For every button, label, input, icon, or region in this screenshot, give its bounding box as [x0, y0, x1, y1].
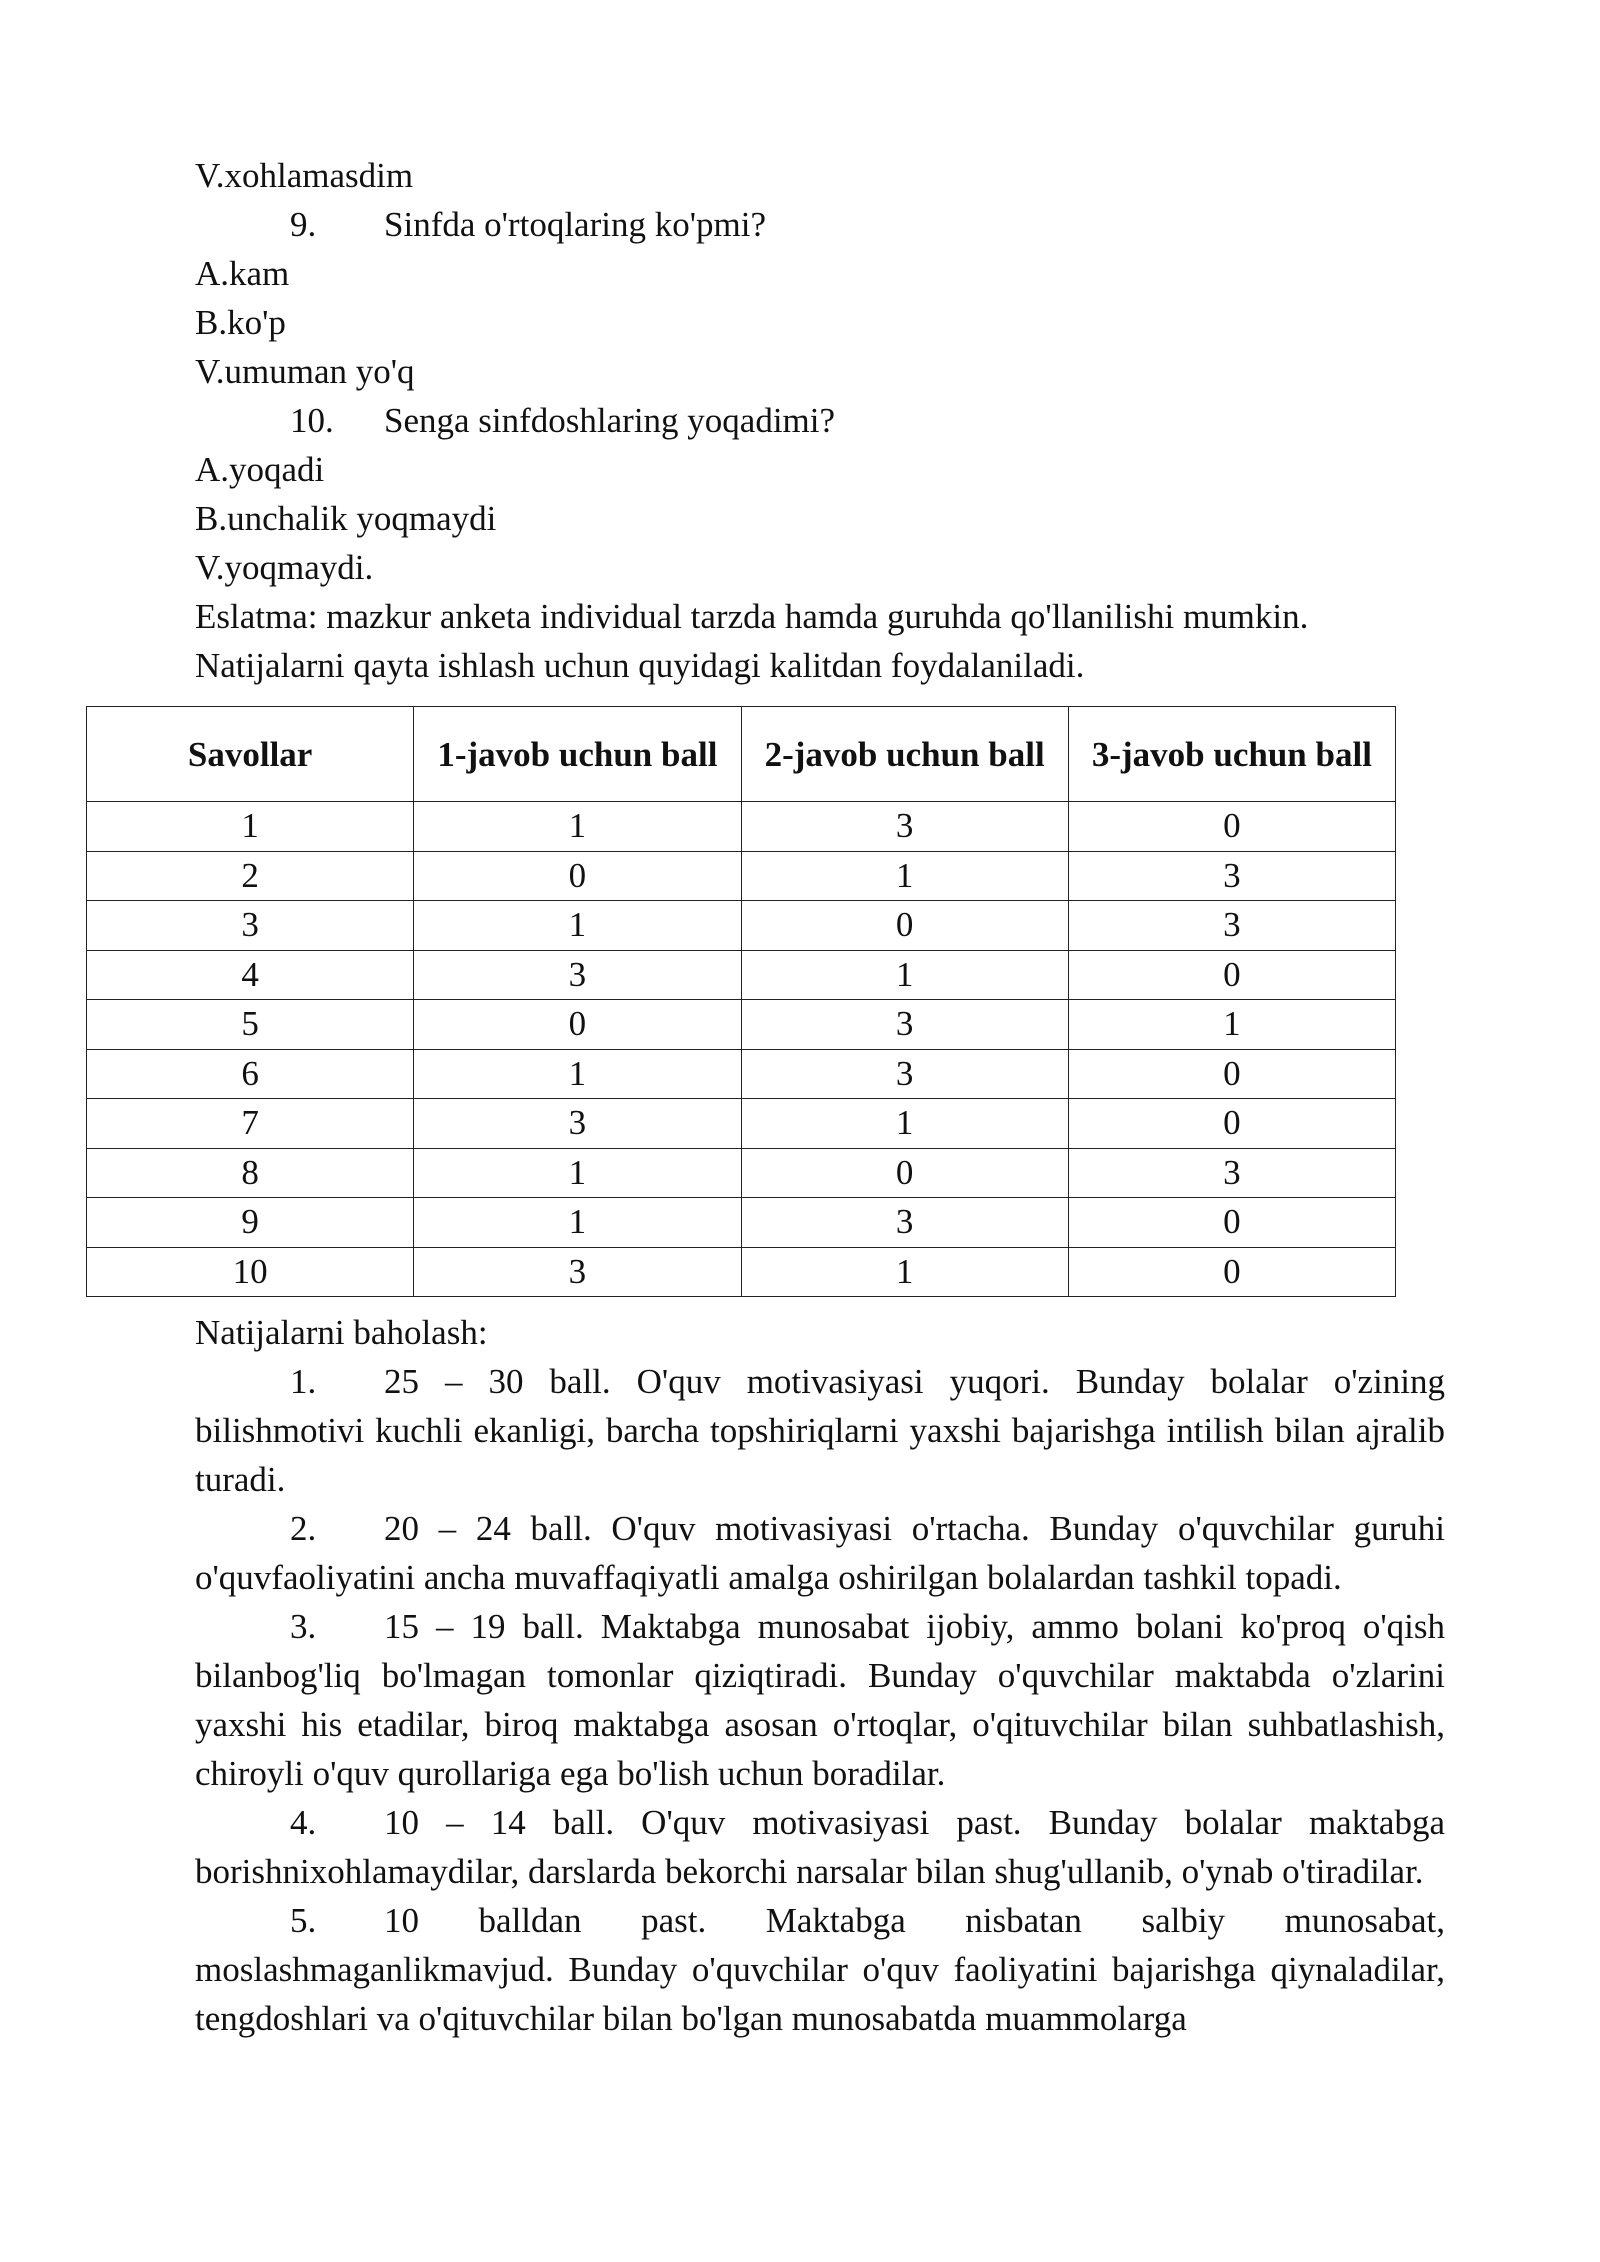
table-cell: 1 [87, 802, 414, 852]
table-cell: 1 [741, 1247, 1068, 1297]
item-number: 1. [290, 1362, 317, 1401]
table-row [87, 901, 1396, 951]
evaluation-item-2 [195, 1504, 1445, 1602]
table-cell: 3 [414, 950, 741, 1000]
table-cell: 1 [741, 851, 1068, 901]
table-cell: 3 [741, 1049, 1068, 1099]
table-row [87, 802, 1396, 852]
evaluation-item-5 [195, 1896, 1445, 2043]
table-cell: 1 [741, 1099, 1068, 1149]
table-cell: 3 [1068, 851, 1395, 901]
table-cell: 3 [87, 901, 414, 951]
table-cell: 3 [741, 1198, 1068, 1248]
table-cell: 0 [1068, 1049, 1395, 1099]
question-number: 9. [290, 205, 317, 244]
table-cell: 0 [414, 1000, 741, 1050]
table-cell: 3 [414, 1247, 741, 1297]
table-row [87, 1148, 1396, 1198]
table-row [87, 1049, 1396, 1099]
table-cell: 3 [1068, 901, 1395, 951]
table-cell: 8 [87, 1148, 414, 1198]
table-cell: 5 [87, 1000, 414, 1050]
key-intro-text: Natijalarni qayta ishlash uchun quyidagi kalitdan foydalaniladi. [195, 646, 1085, 685]
answer-option: B.ko'p [195, 303, 286, 342]
table-cell: 1 [414, 901, 741, 951]
table-cell: 0 [414, 851, 741, 901]
question-text: Sinfda o'rtoqlaring ko'pmi? [384, 205, 766, 244]
item-text: 10 balldan past. Maktabga nisbatan salbiy munosabat, moslashmaganlikmavjud. Bunday o'quvchilar o'quv faoliyatini bajarishga qiynaladilar, tengdoshlari va o'qituvchilar bilan bo'lgan munosabatda muammolarga [195, 1901, 1445, 2038]
evaluation-item-3 [195, 1602, 1445, 1798]
questionnaire-section [195, 151, 1445, 690]
table-cell: 3 [741, 802, 1068, 852]
note-text: Eslatma: mazkur anketa individual tarzda hamda guruhda qo'llanilishi mumkin. [195, 597, 1309, 636]
table-cell: 0 [741, 901, 1068, 951]
table-cell: 4 [87, 950, 414, 1000]
table-cell: 1 [414, 802, 741, 852]
item-number: 4. [290, 1803, 317, 1842]
table-cell: 3 [414, 1099, 741, 1149]
table-row [87, 851, 1396, 901]
table-cell: 1 [741, 950, 1068, 1000]
table-cell: 6 [87, 1049, 414, 1099]
table-row [87, 950, 1396, 1000]
evaluation-section [195, 1308, 1445, 2043]
table-row [87, 1247, 1396, 1297]
table-cell: 0 [1068, 1099, 1395, 1149]
item-text: 20 – 24 ball. O'quv motivasiyasi o'rtacha. Bunday o'quvchilar guruhi o'quvfaoliyatini ancha muvaffaqiyatli amalga oshirilgan bolalardan tashkil topadi. [195, 1509, 1445, 1597]
item-number: 2. [290, 1509, 317, 1548]
table-row [87, 1000, 1396, 1050]
table-cell: 1 [414, 1198, 741, 1248]
table-header-row [87, 707, 1396, 802]
table-cell: 0 [741, 1148, 1068, 1198]
question-9 [195, 200, 1445, 249]
column-header: 1-javob uchun ball [414, 707, 741, 802]
question-text: Senga sinfdoshlaring yoqadimi? [384, 401, 836, 440]
table-cell: 1 [414, 1148, 741, 1198]
table-cell: 1 [1068, 1000, 1395, 1050]
answer-option: A.yoqadi [195, 450, 325, 489]
section-heading: Natijalarni baholash: [195, 1313, 488, 1352]
table-cell: 0 [1068, 950, 1395, 1000]
column-header: 3-javob uchun ball [1068, 707, 1395, 802]
table-cell: 7 [87, 1099, 414, 1149]
table-cell: 10 [87, 1247, 414, 1297]
table-row [87, 1099, 1396, 1149]
table-cell: 2 [87, 851, 414, 901]
item-text: 25 – 30 ball. O'quv motivasiyasi yuqori. Bunday bolalar o'zining bilishmotivi kuchli ekanligi, barcha topshiriqlarni yaxshi bajarishga intilish bilan ajralib turadi. [195, 1362, 1445, 1499]
item-text: 10 – 14 ball. O'quv motivasiyasi past. Bunday bolalar maktabga borishnixohlamaydilar, darslarda bekorchi narsalar bilan shug'ullanib, o'ynab o'tiradilar. [195, 1803, 1445, 1891]
question-10 [195, 396, 1445, 445]
item-text: 15 – 19 ball. Maktabga munosabat ijobiy, ammo bolani ko'proq o'qish bilanbog'liq bo'lmagan tomonlar qiziqtiradi. Bunday o'quvchilar maktabda o'zlarini yaxshi his etadilar, biroq maktabga asosan o'rtoqlar, o'qituvchilar bilan suhbatlashish, chiroyli o'quv qurollariga ega bo'lish uchun boradilar. [195, 1607, 1445, 1793]
table-row [87, 1198, 1396, 1248]
table-cell: 0 [1068, 1247, 1395, 1297]
answer-option: V.yoqmaydi. [195, 548, 374, 587]
evaluation-item-4 [195, 1798, 1445, 1896]
answer-option: V.xohlamasdim [195, 156, 414, 195]
table-cell: 0 [1068, 802, 1395, 852]
column-header: 2-javob uchun ball [741, 707, 1068, 802]
question-number: 10. [290, 401, 334, 440]
table-cell: 3 [741, 1000, 1068, 1050]
table-cell: 1 [414, 1049, 741, 1099]
answer-option: B.unchalik yoqmaydi [195, 499, 497, 538]
answer-option: V.umuman yo'q [195, 352, 415, 391]
item-number: 5. [290, 1901, 317, 1940]
column-header: Savollar [87, 707, 414, 802]
table-cell: 9 [87, 1198, 414, 1248]
table-cell: 0 [1068, 1198, 1395, 1248]
evaluation-item-1 [195, 1357, 1445, 1504]
item-number: 3. [290, 1607, 317, 1646]
table-cell: 3 [1068, 1148, 1395, 1198]
scoring-key-table [86, 706, 1396, 1297]
answer-option: A.kam [195, 254, 290, 293]
